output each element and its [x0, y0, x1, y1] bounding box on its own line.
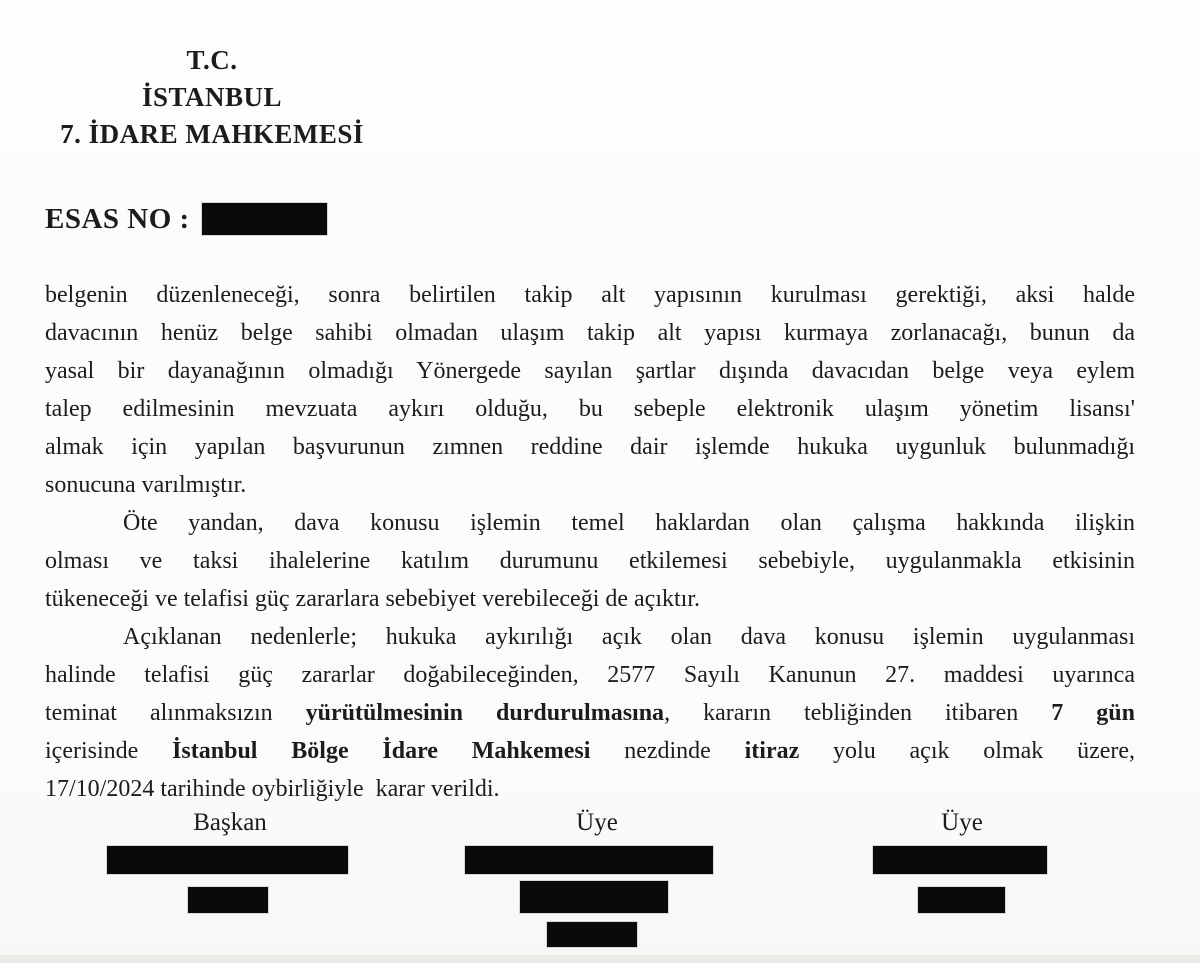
body-text-line: belgenin düzenleneceği, sonra belirtilen takip alt yapısının kurulması gerektiği, aksi halde: [45, 282, 1135, 308]
page-bottom-edge: [0, 955, 1200, 963]
decision-body: [45, 276, 1135, 808]
court-header-line: T.C.: [186, 45, 238, 75]
body-text-line: tükeneceği ve telafisi güç zararlara sebebiyet verebileceği de açıktır.: [45, 586, 700, 612]
body-text-line: teminat alınmaksızın yürütülmesinin durdurulmasına, kararın tebliğinden itibaren 7 gün: [45, 700, 1135, 726]
signature-redaction: [107, 846, 348, 874]
signature-redaction: [520, 881, 668, 913]
court-header: [45, 42, 379, 153]
signature-redaction: [465, 846, 713, 874]
case-number-redaction: [202, 203, 327, 235]
body-text-line: Öte yandan, dava konusu işlemin temel haklardan olan çalışma hakkında ilişkin: [123, 510, 1135, 536]
signature-redaction: [547, 922, 637, 947]
signature-title: Üye: [576, 809, 618, 836]
body-text-line: 17/10/2024 tarihinde oybirliğiyle karar verildi.: [45, 776, 500, 802]
signature-redaction: [188, 887, 268, 913]
body-text-line: Açıklanan nedenlerle; hukuka aykırılığı açık olan dava konusu işlemin uygulanması: [123, 624, 1135, 650]
case-number-row: [45, 199, 327, 239]
body-text-line: olması ve taksi ihalelerine katılım durumunu etkilemesi sebebiyle, uygulanmakla etkisinin: [45, 548, 1135, 574]
court-header-line: İSTANBUL: [141, 82, 283, 112]
body-text-line: sonucuna varılmıştır.: [45, 472, 247, 498]
body-text-line: talep edilmesinin mevzuata aykırı olduğu, bu sebeple elektronik ulaşım yönetim lisansı': [45, 396, 1135, 422]
body-text-line: davacının henüz belge sahibi olmadan ulaşım takip alt yapısı kurmaya zorlanacağı, bunun da: [45, 320, 1135, 346]
court-header-line: 7. İDARE MAHKEMESİ: [60, 119, 364, 149]
paragraph: [45, 618, 1135, 808]
paragraph: [45, 276, 1135, 504]
body-text-line: yasal bir dayanağının olmadığı Yönergede sayılan şartlar dışında davacıdan belge veya eylem: [45, 358, 1135, 384]
body-text-line: içerisinde İstanbul Bölge İdare Mahkemesi nezdinde itiraz yolu açık olmak üzere,: [45, 738, 1136, 764]
signature-redaction: [873, 846, 1047, 874]
signature-redaction: [918, 887, 1005, 913]
signature-title: Başkan: [193, 809, 267, 836]
case-number-label: ESAS NO :: [45, 202, 190, 235]
signature-title: Üye: [941, 809, 983, 836]
body-text-line: halinde telafisi güç zararlar doğabileceğinden, 2577 Sayılı Kanunun 27. maddesi uyarınca: [45, 662, 1135, 688]
body-text-line: almak için yapılan başvurunun zımnen reddine dair işlemde hukuka uygunluk bulunmadığı: [45, 434, 1135, 460]
paragraph: [45, 504, 1135, 618]
